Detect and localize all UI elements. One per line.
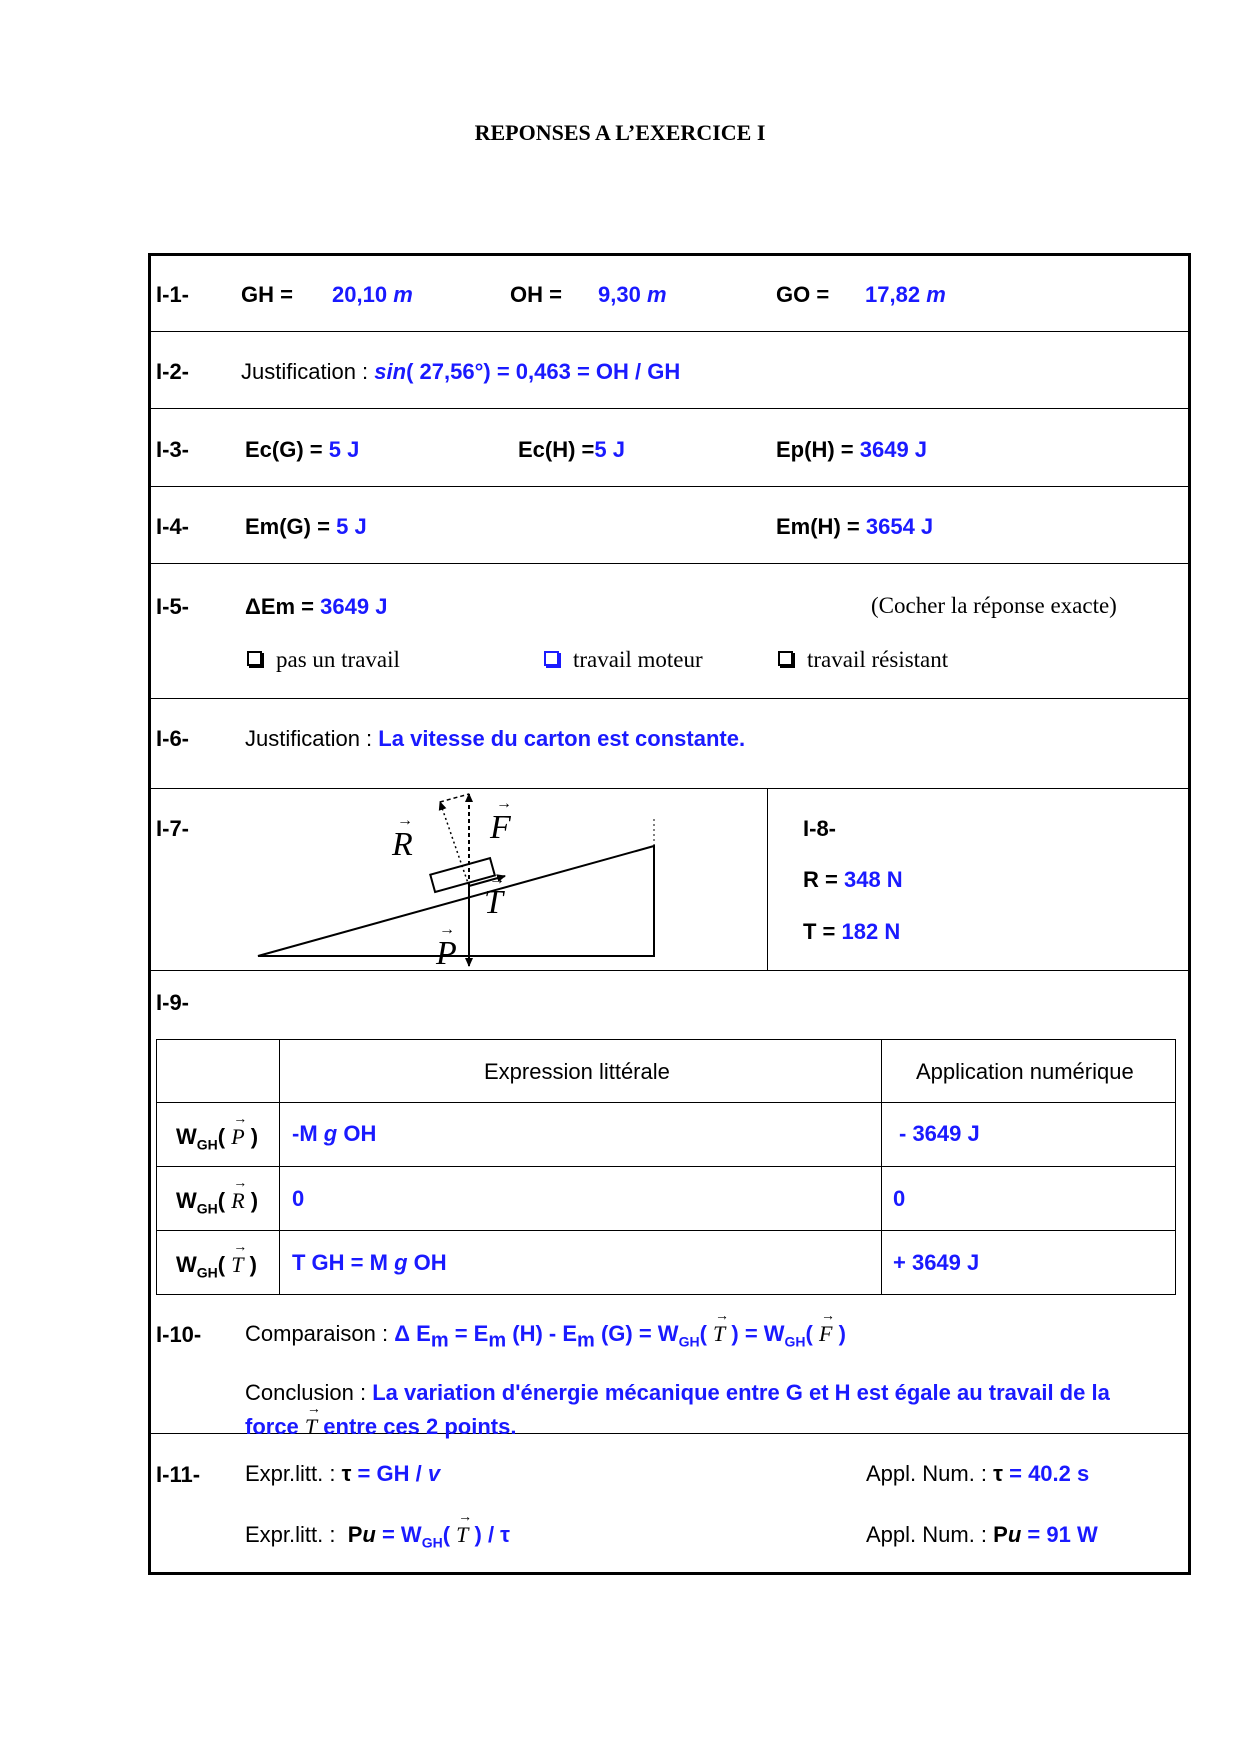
gh-answer: 20,10 m — [332, 282, 413, 307]
vector-arrow-icon: → — [397, 812, 413, 829]
t-answer: T = 182 N — [803, 919, 901, 944]
eph-answer: Ep(H) = 3649 J — [776, 437, 928, 462]
option-resistant-work[interactable]: travail résistant — [778, 647, 948, 673]
power-value: Appl. Num. : Pu = 91 W — [866, 1522, 1098, 1547]
label-r: R — [392, 826, 413, 863]
divider — [148, 563, 1191, 564]
divider — [148, 408, 1191, 409]
question-label-i9: I-9- — [156, 990, 189, 1015]
table-divider — [156, 1166, 1176, 1167]
vector-arrow-icon: → — [439, 921, 455, 938]
label-f: F — [490, 809, 511, 846]
delta-em-answer: ΔEm = 3649 J — [245, 594, 388, 619]
table-row-label: $W_{GH}( \to T$ ) — [176, 1252, 257, 1280]
question-label-i7: I-7- — [156, 816, 189, 841]
divider — [767, 788, 768, 970]
label-p: P — [436, 935, 457, 968]
table-divider — [156, 1230, 1176, 1231]
divider — [148, 331, 1191, 332]
option-motor-work[interactable]: travail moteur — [544, 647, 703, 673]
table-cell-value: + 3649 J — [893, 1250, 980, 1275]
gh-label: GH = — [241, 282, 293, 307]
option-no-work[interactable]: pas un travail — [247, 647, 400, 673]
table-cell-expression: -M g OH — [292, 1121, 377, 1146]
check-instruction: (Cocher la réponse exacte) — [871, 593, 1117, 618]
go-label: GO = — [776, 282, 830, 307]
justification-line: Justification : sin( 27,56°) = 0,463 = OH / GH — [241, 359, 681, 384]
question-label-i3: I-3- — [156, 437, 189, 462]
tau-expression: Expr.litt. : τ = GH / v — [245, 1461, 441, 1486]
label-t: T — [484, 884, 503, 921]
ech-answer: Ec(H) =5 J — [518, 437, 626, 462]
question-label-i6: I-6- — [156, 726, 189, 751]
comparison-line: Comparaison : Δ $E_m = E_m$ $(H) - E_m$ $(G) = W_{GH}( \to T$ ) = $W_{GH}( \to F$ ) — [245, 1321, 846, 1352]
divider — [148, 486, 1191, 487]
go-answer: 17,82 m — [865, 282, 946, 307]
question-label-i5: I-5- — [156, 594, 189, 619]
table-row-label: $W_{GH}( \to R$ ) — [176, 1188, 258, 1216]
oh-label: OH = — [510, 282, 562, 307]
ecg-answer: Ec(G) = 5 J — [245, 437, 360, 462]
question-label-i1: I-1- — [156, 282, 189, 307]
question-label-i2: I-2- — [156, 359, 189, 384]
table-divider — [156, 1102, 1176, 1103]
table-divider — [881, 1039, 882, 1295]
tau-value: Appl. Num. : τ = 40.2 s — [866, 1461, 1090, 1486]
oh-answer: 9,30 m — [598, 282, 667, 307]
page-title: REPONSES A L’EXERCICE I — [474, 120, 766, 145]
power-expression: Expr.litt. : $Pu = W_{GH}( \to T$ ) / τ — [245, 1522, 510, 1550]
checkbox-icon[interactable] — [544, 651, 559, 666]
vector-arrow-icon: → — [489, 871, 505, 888]
emh-answer: Em(H) = 3654 J — [776, 514, 934, 539]
question-label-i11: I-11- — [156, 1462, 201, 1487]
divider — [148, 970, 1191, 971]
r-answer: R = 348 N — [803, 867, 903, 892]
conclusion-line: Conclusion : La variation d'énergie mécanique entre G et H est égale au travail de la — [245, 1380, 1110, 1405]
header-numeric-application: Application numérique — [916, 1059, 1134, 1084]
checkbox-icon[interactable] — [247, 651, 262, 666]
table-cell-expression: T GH = M g OH — [292, 1250, 447, 1275]
question-label-i4: I-4- — [156, 514, 189, 539]
table-cell-value: 0 — [893, 1186, 906, 1211]
force-diagram — [240, 788, 660, 968]
question-label-i8: I-8- — [803, 816, 836, 841]
header-literal-expression: Expression littérale — [484, 1059, 670, 1084]
table-cell-expression: 0 — [292, 1186, 305, 1211]
checkbox-icon[interactable] — [778, 651, 793, 666]
parallelogram-line — [440, 794, 469, 802]
emg-answer: Em(G) = 5 J — [245, 514, 367, 539]
divider — [148, 698, 1191, 699]
table-cell-value: - 3649 J — [899, 1121, 980, 1146]
justification-line: Justification : La vitesse du carton est constante. — [245, 726, 746, 751]
question-label-i10: I-10- — [156, 1322, 202, 1347]
table-divider — [279, 1039, 280, 1295]
conclusion-line-2: force → T entre ces 2 points. — [245, 1414, 516, 1440]
vector-arrow-icon: → — [496, 795, 512, 812]
table-row-label: $W_{GH}( \to P$ ) — [176, 1124, 258, 1152]
